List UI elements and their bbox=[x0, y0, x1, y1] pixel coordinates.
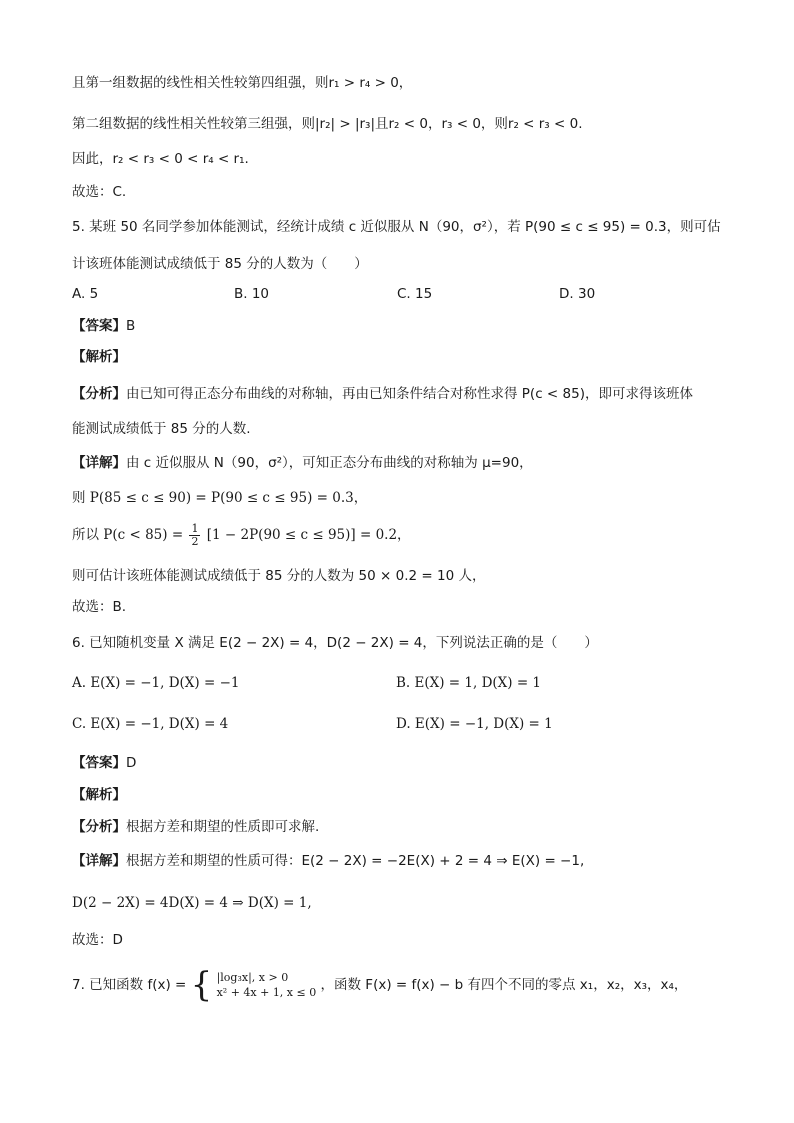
analysis-tag bbox=[72, 346, 126, 368]
stem-suffix: ，函数 F(x) = f(x) − b 有四个不同的零点 x₁，x₂，x₃，x₄， bbox=[320, 977, 688, 993]
option-b: B. E(X) = 1, D(X) = 1 bbox=[396, 675, 542, 691]
fraction-denominator: 2 bbox=[191, 535, 199, 548]
left-brace: { bbox=[190, 965, 213, 1005]
answer-tag: 【答案】 bbox=[72, 318, 126, 334]
stem-prefix: 7. 已知函数 f(x) = bbox=[72, 977, 187, 993]
answer-line bbox=[72, 315, 135, 337]
answer-tag: 【答案】 bbox=[72, 755, 126, 771]
analysis-label: 【解析】 bbox=[72, 787, 126, 803]
text-line: 因此，r₂ < r₃ < 0 < r₄ < r₁. bbox=[72, 151, 249, 167]
xiangjie-line bbox=[72, 452, 533, 474]
fenxi-text: 由已知可得正态分布曲线的对称轴，再由已知条件结合对称性求得 P(c < 85)，即可求得该班体 bbox=[126, 386, 693, 402]
question-5-options bbox=[72, 286, 732, 308]
step-suffix: [1 − 2P(90 ≤ c ≤ 95)] = 0.2， bbox=[206, 527, 411, 543]
option-d: D. 30 bbox=[559, 286, 596, 302]
fenxi-tag: 【分析】 bbox=[72, 819, 126, 835]
xiangjie-text: 由 c 近似服从 N（90，σ²），可知正态分布曲线的对称轴为 μ=90， bbox=[126, 455, 533, 471]
fenxi-line bbox=[72, 383, 693, 405]
step-prefix: 所以 P(c < 85) = bbox=[72, 527, 184, 543]
text-line: 第二组数据的线性相关性较第三组强，则|r₂| > |r₃|且r₂ < 0，r₃ < 0，则r₂ < r₃ < 0. bbox=[72, 116, 583, 132]
xiangjie-text: 根据方差和期望的性质可得：E(2 − 2X) = −2E(X) + 2 = 4 ⇒ E(X) = −1, bbox=[126, 853, 585, 869]
solution-step: 则 P(85 ≤ c ≤ 90) = P(90 ≤ c ≤ 95) = 0.3， bbox=[72, 490, 368, 506]
answer-value: D bbox=[126, 755, 137, 771]
text-line: 故选：C. bbox=[72, 184, 127, 200]
question-5-stem-cont: 计该班体能测试成绩低于 85 分的人数为（ ） bbox=[72, 256, 368, 272]
analysis-label: 【解析】 bbox=[72, 349, 126, 365]
fraction-numerator: 1 bbox=[191, 522, 199, 535]
question-7-stem bbox=[72, 960, 687, 1010]
option-a: A. 5 bbox=[72, 286, 99, 302]
fenxi-tag: 【分析】 bbox=[72, 386, 126, 402]
solution-step bbox=[72, 523, 411, 548]
analysis-tag bbox=[72, 784, 126, 806]
piecewise-rows bbox=[217, 970, 317, 1000]
fenxi-line-cont: 能测试成绩低于 85 分的人数. bbox=[72, 421, 251, 437]
piece-top: |log₃x|, x > 0 bbox=[216, 971, 289, 984]
xiangjie-tag: 【详解】 bbox=[72, 853, 126, 869]
fenxi-text: 根据方差和期望的性质即可求解. bbox=[126, 819, 320, 835]
xiangjie-line bbox=[72, 850, 584, 872]
xiangjie-tag: 【详解】 bbox=[72, 455, 126, 471]
text-line: 且第一组数据的线性相关性较第四组强，则r₁ > r₄ > 0， bbox=[72, 75, 413, 91]
solution-step: D(2 − 2X) = 4D(X) = 4 ⇒ D(X) = 1, bbox=[72, 895, 312, 911]
question-6-options-row2 bbox=[72, 716, 732, 738]
fraction bbox=[189, 523, 200, 548]
conclusion: 故选：D bbox=[72, 932, 123, 948]
answer-value: B bbox=[126, 318, 136, 334]
fenxi-line bbox=[72, 816, 319, 838]
option-c: C. 15 bbox=[397, 286, 433, 302]
option-d: D. E(X) = −1, D(X) = 1 bbox=[396, 716, 553, 732]
option-a: A. E(X) = −1, D(X) = −1 bbox=[72, 675, 240, 691]
option-b: B. 10 bbox=[234, 286, 270, 302]
piece-bottom: x² + 4x + 1, x ≤ 0 bbox=[216, 986, 317, 999]
answer-line bbox=[72, 752, 136, 774]
question-5-stem: 5. 某班 50 名同学参加体能测试，经统计成绩 c 近似服从 N（90，σ²），若 P(90 ≤ c ≤ 95) = 0.3，则可估 bbox=[72, 219, 721, 235]
solution-step: 则可估计该班体能测试成绩低于 85 分的人数为 50 × 0.2 = 10 人， bbox=[72, 568, 486, 584]
conclusion: 故选：B. bbox=[72, 599, 127, 615]
question-6-stem: 6. 已知随机变量 X 满足 E(2 − 2X) = 4，D(2 − 2X) = 4，下列说法正确的是（ ） bbox=[72, 635, 598, 651]
piecewise-function bbox=[191, 960, 317, 1010]
option-c: C. E(X) = −1, D(X) = 4 bbox=[72, 716, 229, 732]
question-6-options-row1 bbox=[72, 675, 732, 697]
